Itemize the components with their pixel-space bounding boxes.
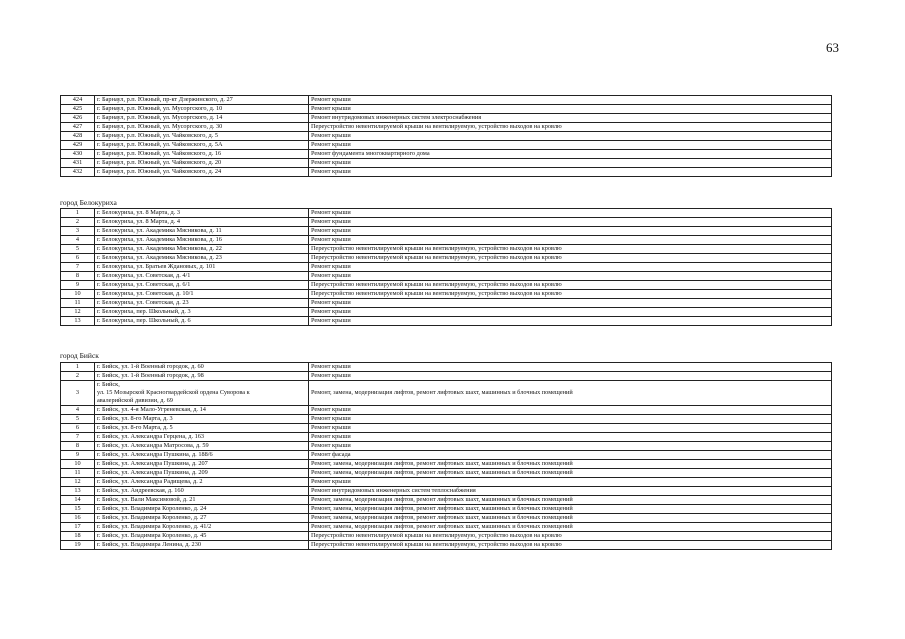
table-row: [61, 245, 832, 254]
address-cell: г. Белокуриха, ул. Советская, д. 6/1: [95, 281, 309, 290]
work-type-cell: Переустройство невентилируемой крыши на вентилируемую, устройство выходов на кровлю: [309, 254, 832, 263]
table-row: [61, 487, 832, 496]
address-cell: г. Барнаул, р.п. Южный, пр-кт Дзержинского, д. 27: [95, 96, 309, 105]
row-number: 426: [61, 114, 95, 123]
address-cell: г. Бийск, ул. Владимира Короленко, д. 45: [95, 532, 309, 541]
work-type-cell: Ремонт крыши: [309, 96, 832, 105]
work-type-cell: Ремонт, замена, модернизация лифтов, ремонт лифтовых шахт, машинных и блочных помещений: [309, 381, 832, 406]
address-cell: г. Белокуриха, ул. Академика Мясникова, д. 11: [95, 227, 309, 236]
work-type-cell: Ремонт крыши: [309, 132, 832, 141]
address-cell: г. Белокуриха, ул. Академика Мясникова, д. 22: [95, 245, 309, 254]
table-row: [61, 96, 832, 105]
table-row: [61, 308, 832, 317]
address-cell: г. Белокуриха, ул. Советская, д. 4/1: [95, 272, 309, 281]
table-row: [61, 451, 832, 460]
work-type-cell: Ремонт крыши: [309, 433, 832, 442]
table-row: [61, 363, 832, 372]
address-cell: г. Белокуриха, ул. Академика Мясникова, д. 16: [95, 236, 309, 245]
address-cell: г. Барнаул, р.п. Южный, ул. Чайковского, д. 5А: [95, 141, 309, 150]
address-cell: г. Барнаул, р.п. Южный, ул. Чайковского, д. 24: [95, 168, 309, 177]
row-number: 425: [61, 105, 95, 114]
work-type-cell: Переустройство невентилируемой крыши на вентилируемую, устройство выходов на кровлю: [309, 532, 832, 541]
address-cell: г. Бийск, ул. Александра Пушкина, д. 209: [95, 469, 309, 478]
address-cell: г. Белокуриха, ул. 8 Марта, д. 4: [95, 218, 309, 227]
row-number: 13: [61, 317, 95, 326]
table-row: [61, 159, 832, 168]
work-type-cell: Ремонт крыши: [309, 424, 832, 433]
table-row: [61, 532, 832, 541]
row-number: 428: [61, 132, 95, 141]
table-row: [61, 254, 832, 263]
row-number: 5: [61, 245, 95, 254]
section-heading-belokurikha: город Белокуриха: [60, 198, 117, 207]
row-number: 6: [61, 254, 95, 263]
address-cell: г. Бийск, ул. Андреевская, д. 160: [95, 487, 309, 496]
table-row: [61, 168, 832, 177]
row-number: 12: [61, 478, 95, 487]
table-row: [61, 114, 832, 123]
work-type-cell: Ремонт крыши: [309, 317, 832, 326]
row-number: 11: [61, 299, 95, 308]
work-type-cell: Ремонт крыши: [309, 308, 832, 317]
work-type-cell: Переустройство невентилируемой крыши на вентилируемую, устройство выходов на кровлю: [309, 123, 832, 132]
address-cell: г. Бийск, ул. Александра Герцена, д. 163: [95, 433, 309, 442]
address-cell: г. Барнаул, р.п. Южный, ул. Мусоргского, д. 14: [95, 114, 309, 123]
table-row: [61, 469, 832, 478]
address-line: ул. 15 Мозырской Красногвардейской ордена Суворова к: [97, 389, 250, 396]
page-number: 63: [826, 40, 839, 55]
address-line: г. Бийск,: [97, 381, 120, 388]
work-type-cell: Ремонт, замена, модернизация лифтов, ремонт лифтовых шахт, машинных и блочных помещений: [309, 514, 832, 523]
table-row: [61, 433, 832, 442]
table-row: [61, 505, 832, 514]
address-cell: г. Бийск, ул. Александра Матросова, д. 59: [95, 442, 309, 451]
address-cell: г. Бийск, ул. 8-го Марта, д. 5: [95, 424, 309, 433]
work-type-cell: Ремонт фундамента многоквартирного дома: [309, 150, 832, 159]
address-cell: г. Белокуриха, ул. 8 Марта, д. 3: [95, 209, 309, 218]
table-row: [61, 496, 832, 505]
table-row: [61, 317, 832, 326]
row-number: 427: [61, 123, 95, 132]
address-cell: г. Бийск, ул. 8-го Марта, д. 3: [95, 415, 309, 424]
table-row: [61, 123, 832, 132]
row-number: 9: [61, 281, 95, 290]
address-line: авалерийской дивизии, д. 69: [97, 397, 173, 404]
address-cell: г. Бийск, ул. Александра Радищева, д. 2: [95, 478, 309, 487]
address-cell: г. Бийск, ул. Вали Максимовой, д. 21: [95, 496, 309, 505]
row-number: 432: [61, 168, 95, 177]
row-number: 8: [61, 442, 95, 451]
row-number: 431: [61, 159, 95, 168]
address-cell: г. Бийск, ул. Владимира Ленина, д. 230: [95, 541, 309, 550]
work-type-cell: Ремонт крыши: [309, 415, 832, 424]
address-cell: г. Белокуриха, ул. Советская, д. 10/1: [95, 290, 309, 299]
row-number: 1: [61, 209, 95, 218]
row-number: 2: [61, 218, 95, 227]
address-cell: г. Бийск, ул. 1-й Военный городок, д. 98: [95, 372, 309, 381]
table-row: [61, 372, 832, 381]
row-number: 2: [61, 372, 95, 381]
work-type-cell: Ремонт, замена, модернизация лифтов, ремонт лифтовых шахт, машинных и блочных помещений: [309, 469, 832, 478]
work-type-cell: Ремонт внутридомовых инженерных систем электроснабжения: [309, 114, 832, 123]
work-type-cell: Ремонт крыши: [309, 209, 832, 218]
work-type-cell: Ремонт крыши: [309, 168, 832, 177]
work-type-cell: Переустройство невентилируемой крыши на вентилируемую, устройство выходов на кровлю: [309, 541, 832, 550]
address-cell: г. Бийск, ул. 1-й Военный городок, д. 60: [95, 363, 309, 372]
table-row: [61, 381, 832, 406]
work-type-cell: Ремонт крыши: [309, 236, 832, 245]
address-cell: г. Бийск, ул. 4-я Мало-Угреневская, д. 14: [95, 406, 309, 415]
row-number: 17: [61, 523, 95, 532]
work-type-cell: Переустройство невентилируемой крыши на вентилируемую, устройство выходов на кровлю: [309, 281, 832, 290]
table-row: [61, 105, 832, 114]
row-number: 12: [61, 308, 95, 317]
row-number: 4: [61, 406, 95, 415]
row-number: 7: [61, 263, 95, 272]
table-row: [61, 514, 832, 523]
work-type-cell: Ремонт крыши: [309, 159, 832, 168]
work-type-cell: Переустройство невентилируемой крыши на вентилируемую, устройство выходов на кровлю: [309, 290, 832, 299]
table-row: [61, 236, 832, 245]
work-type-cell: Ремонт, замена, модернизация лифтов, ремонт лифтовых шахт, машинных и блочных помещений: [309, 523, 832, 532]
row-number: 5: [61, 415, 95, 424]
address-cell: г. Барнаул, р.п. Южный, ул. Мусоргского, д. 30: [95, 123, 309, 132]
work-type-cell: Ремонт крыши: [309, 442, 832, 451]
work-type-cell: Ремонт крыши: [309, 372, 832, 381]
work-type-cell: Ремонт крыши: [309, 218, 832, 227]
work-type-cell: Ремонт крыши: [309, 227, 832, 236]
address-cell: г. Белокуриха, пер. Школьный, д. 3: [95, 308, 309, 317]
table-row: [61, 290, 832, 299]
address-cell: г. Белокуриха, ул. Академика Мясникова, д. 23: [95, 254, 309, 263]
row-number: 13: [61, 487, 95, 496]
work-type-cell: Ремонт, замена, модернизация лифтов, ремонт лифтовых шахт, машинных и блочных помещений: [309, 496, 832, 505]
work-type-cell: Ремонт крыши: [309, 272, 832, 281]
table-row: [61, 415, 832, 424]
section-heading-biysk: город Бийск: [60, 351, 99, 360]
table-row: [61, 523, 832, 532]
work-type-cell: Ремонт внутридомовых инженерных систем теплоснабжения: [309, 487, 832, 496]
work-type-cell: Ремонт фасада: [309, 451, 832, 460]
address-cell: г. Барнаул, р.п. Южный, ул. Мусоргского, д. 10: [95, 105, 309, 114]
row-number: 6: [61, 424, 95, 433]
biysk-table: [60, 362, 832, 550]
table-row: [61, 478, 832, 487]
address-cell: г. Белокуриха, пер. Школьный, д. 6: [95, 317, 309, 326]
work-type-cell: Ремонт крыши: [309, 363, 832, 372]
work-type-cell: Ремонт крыши: [309, 478, 832, 487]
table-row: [61, 218, 832, 227]
work-type-cell: Ремонт, замена, модернизация лифтов, ремонт лифтовых шахт, машинных и блочных помещений: [309, 460, 832, 469]
row-number: 430: [61, 150, 95, 159]
table-row: [61, 424, 832, 433]
belokurikha-table: [60, 208, 832, 326]
work-type-cell: Переустройство невентилируемой крыши на вентилируемую, устройство выходов на кровлю: [309, 245, 832, 254]
row-number: 15: [61, 505, 95, 514]
table-row: [61, 209, 832, 218]
work-type-cell: Ремонт крыши: [309, 299, 832, 308]
work-type-cell: Ремонт крыши: [309, 141, 832, 150]
row-number: 8: [61, 272, 95, 281]
address-cell: г. Барнаул, р.п. Южный, ул. Чайковского, д. 16: [95, 150, 309, 159]
address-cell: г. Бийск, ул. Александра Пушкина, д. 188/6: [95, 451, 309, 460]
row-number: 10: [61, 460, 95, 469]
table-row: [61, 281, 832, 290]
table-row: [61, 406, 832, 415]
table-row: [61, 141, 832, 150]
work-type-cell: Ремонт крыши: [309, 406, 832, 415]
address-cell: г. Барнаул, р.п. Южный, ул. Чайковского, д. 5: [95, 132, 309, 141]
work-type-cell: Ремонт крыши: [309, 263, 832, 272]
table-row: [61, 442, 832, 451]
address-cell: г. Бийск, ул. Владимира Короленко, д. 24: [95, 505, 309, 514]
address-cell: г. Белокуриха, ул. Братьев Ждановых, д. 101: [95, 263, 309, 272]
row-number: 16: [61, 514, 95, 523]
row-number: 1: [61, 363, 95, 372]
row-number: 3: [61, 227, 95, 236]
row-number: 429: [61, 141, 95, 150]
row-number: 9: [61, 451, 95, 460]
table-row: [61, 150, 832, 159]
row-number: 19: [61, 541, 95, 550]
barnaul-table: [60, 95, 832, 177]
row-number: 18: [61, 532, 95, 541]
table-row: [61, 263, 832, 272]
table-row: [61, 299, 832, 308]
row-number: 10: [61, 290, 95, 299]
work-type-cell: Ремонт крыши: [309, 105, 832, 114]
address-cell: г. Бийск, ул. Александра Пушкина, д. 207: [95, 460, 309, 469]
row-number: 424: [61, 96, 95, 105]
address-cell: г. Белокуриха, ул. Советская, д. 23: [95, 299, 309, 308]
table-row: [61, 541, 832, 550]
row-number: 3: [61, 381, 95, 406]
work-type-cell: Ремонт, замена, модернизация лифтов, ремонт лифтовых шахт, машинных и блочных помещений: [309, 505, 832, 514]
row-number: 4: [61, 236, 95, 245]
address-cell: г. Барнаул, р.п. Южный, ул. Чайковского, д. 20: [95, 159, 309, 168]
row-number: 7: [61, 433, 95, 442]
table-row: [61, 460, 832, 469]
address-cell: [95, 381, 309, 406]
table-row: [61, 272, 832, 281]
row-number: 14: [61, 496, 95, 505]
address-cell: г. Бийск, ул. Владимира Короленко, д. 27: [95, 514, 309, 523]
address-cell: г. Бийск, ул. Владимира Короленко, д. 41/2: [95, 523, 309, 532]
table-row: [61, 227, 832, 236]
table-row: [61, 132, 832, 141]
row-number: 11: [61, 469, 95, 478]
